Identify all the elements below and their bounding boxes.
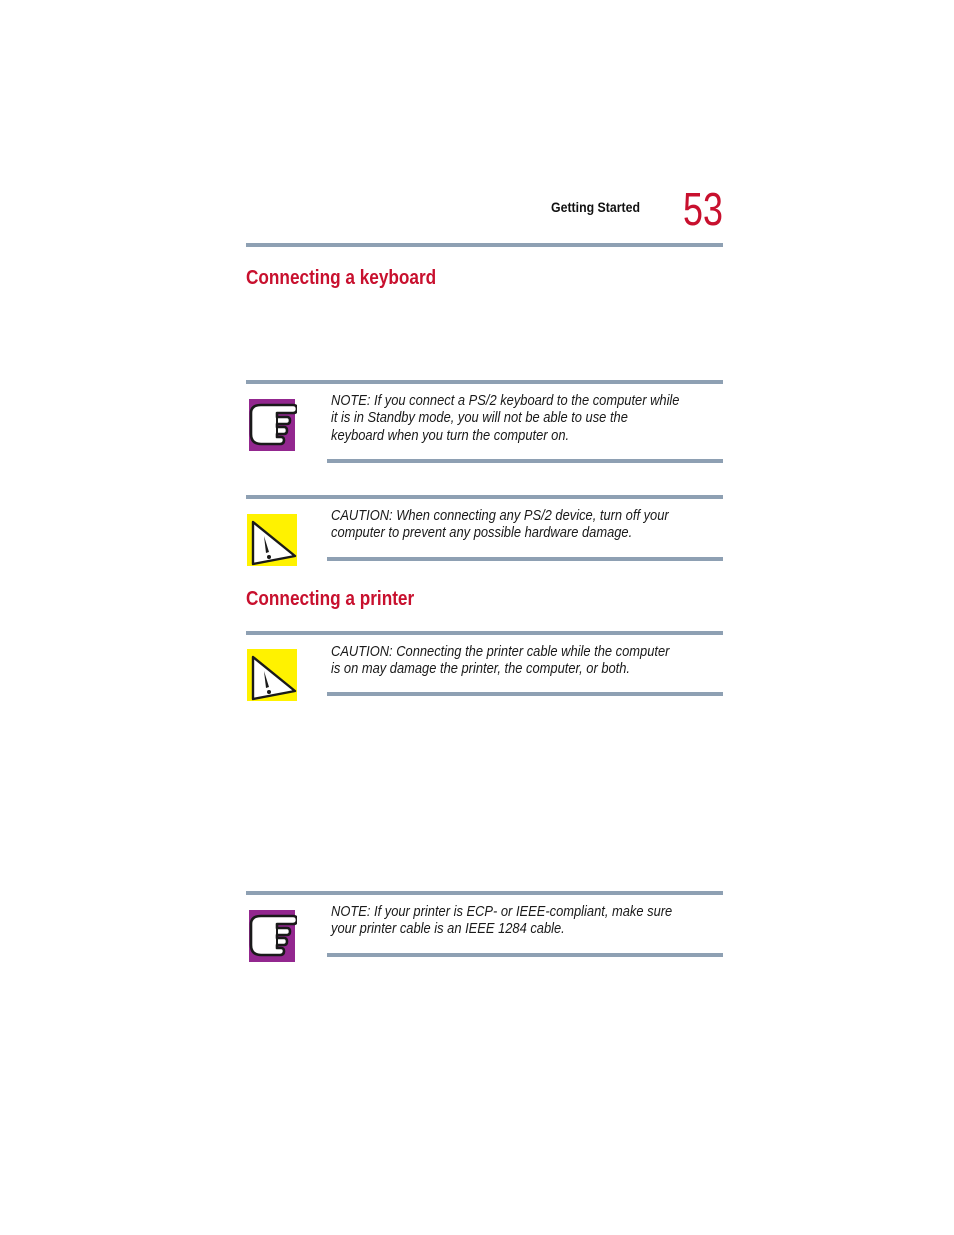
running-head: Getting Started	[551, 199, 640, 215]
note-top-rule	[246, 380, 723, 384]
note-line: it is in Standby mode, you will not be able to use the	[331, 409, 628, 427]
note-bottom-rule	[327, 459, 723, 463]
note-top-rule	[246, 891, 723, 895]
section-heading-printer: Connecting a printer	[246, 588, 415, 610]
note-line: keyboard when you turn the computer on.	[331, 426, 570, 444]
caution-triangle-icon	[247, 649, 297, 701]
caution-bottom-rule	[327, 692, 723, 696]
caution-line: CAUTION: Connecting the printer cable while the computer	[331, 643, 670, 660]
caution-line: CAUTION: When connecting any PS/2 device, turn off your	[331, 507, 669, 524]
note-keyboard-standby	[331, 392, 679, 444]
caution-triangle-icon	[247, 514, 297, 566]
note-line: NOTE: If you connect a PS/2 keyboard to the computer while	[331, 392, 680, 409]
caution-printer-cable	[331, 643, 669, 678]
page-number: 53	[683, 183, 723, 235]
caution-top-rule	[246, 495, 723, 499]
caution-bottom-rule	[327, 557, 723, 561]
note-line: NOTE: If your printer is ECP- or IEEE-compliant, make sure	[331, 903, 673, 920]
section-heading-keyboard: Connecting a keyboard	[246, 267, 437, 289]
note-ieee-1284-cable	[331, 903, 672, 938]
caution-ps2-device	[331, 507, 669, 542]
caution-line: computer to prevent any possible hardware damage.	[331, 524, 633, 542]
note-line: your printer cable is an IEEE 1284 cable.	[331, 920, 565, 938]
pointing-hand-icon	[247, 910, 297, 962]
pointing-hand-icon	[247, 399, 297, 451]
header-rule	[246, 243, 723, 247]
note-bottom-rule	[327, 953, 723, 957]
caution-line: is on may damage the printer, the computer, or both.	[331, 660, 631, 678]
caution-top-rule	[246, 631, 723, 635]
